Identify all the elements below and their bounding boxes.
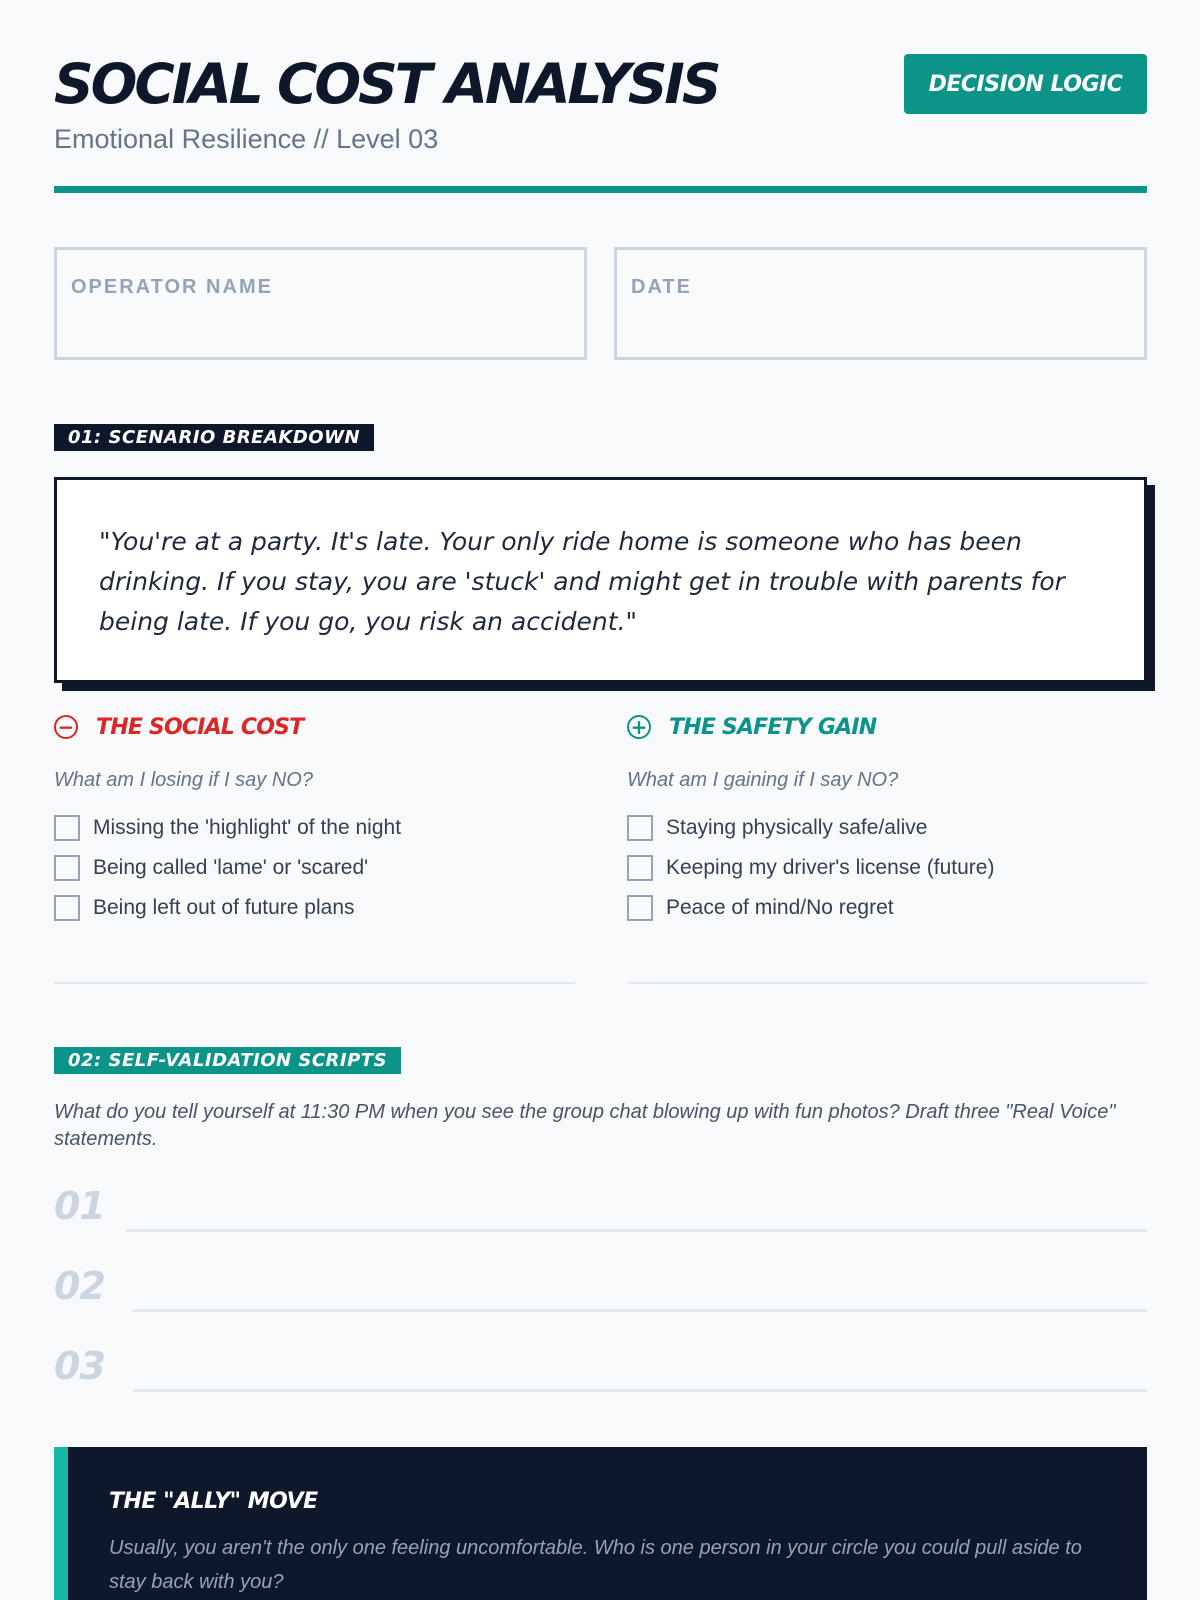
page-subtitle: Emotional Resilience // Level 03 [54, 124, 439, 154]
checkbox[interactable] [627, 855, 653, 881]
ally-move-text: Usually, you aren't the only one feeling uncomfortable. Who is one person in your circle you could pull aside to stay back with you? [109, 1537, 1082, 1593]
checkbox-label: Being left out of future plans [93, 896, 355, 919]
operator-name-label: OPERATOR NAME [71, 276, 273, 298]
safety-gain-item[interactable] [627, 848, 1147, 888]
checkbox-label: Peace of mind/No regret [666, 896, 894, 919]
social-cost-item[interactable] [54, 848, 575, 888]
script-row[interactable] [54, 1184, 1147, 1234]
safety-gain-item[interactable] [627, 888, 1147, 928]
script-number: 03 [54, 1344, 105, 1388]
checkbox[interactable] [54, 895, 80, 921]
operator-name-field[interactable] [54, 247, 587, 360]
script-row[interactable] [54, 1264, 1147, 1314]
ally-move-title: THE "ALLY" MOVE [109, 1489, 318, 1514]
checkbox[interactable] [627, 895, 653, 921]
script-write-line[interactable] [133, 1389, 1147, 1392]
section-tag-scenario: 01: SCENARIO BREAKDOWN [54, 424, 374, 451]
worksheet-page [54, 0, 1147, 1600]
safety-gain-column [627, 712, 1147, 928]
script-write-line[interactable] [132, 1309, 1147, 1312]
date-input[interactable] [631, 308, 1131, 348]
date-field[interactable] [614, 247, 1147, 360]
checkbox[interactable] [54, 815, 80, 841]
script-number: 02 [54, 1264, 105, 1308]
plus-circle-icon: + [627, 715, 651, 739]
social-cost-column [54, 712, 575, 928]
decision-logic-badge: DECISION LOGIC [904, 54, 1147, 114]
ally-move-panel [54, 1447, 1147, 1600]
minus-circle-icon: − [54, 715, 78, 739]
social-cost-item[interactable] [54, 808, 575, 848]
script-write-line[interactable] [126, 1229, 1147, 1232]
safety-gain-item[interactable] [627, 808, 1147, 848]
safety-gain-title: THE SAFETY GAIN [669, 714, 877, 740]
page-title: SOCIAL COST ANALYSIS [54, 52, 719, 116]
social-cost-item[interactable] [54, 888, 575, 928]
script-row[interactable] [54, 1344, 1147, 1394]
date-label: DATE [631, 276, 692, 298]
checkbox[interactable] [627, 815, 653, 841]
script-number: 01 [54, 1184, 105, 1228]
header-divider [54, 186, 1147, 193]
scripts-prompt: What do you tell yourself at 11:30 PM when you see the group chat blowing up with fun photos? Draft three "Real Voice" statements. [54, 1101, 1116, 1150]
operator-name-input[interactable] [71, 308, 571, 348]
section-tag-scripts: 02: SELF-VALIDATION SCRIPTS [54, 1047, 401, 1074]
scenario-quote: "You're at a party. It's late. Your only ride home is someone who has been drinking. If you stay, you are 'stuck' and might get in trouble with parents for being late. If you go, you risk an accident." [99, 527, 1065, 636]
checkbox-label: Being called 'lame' or 'scared' [93, 856, 369, 879]
checkbox[interactable] [54, 855, 80, 881]
checkbox-label: Staying physically safe/alive [666, 816, 928, 839]
safety-gain-prompt: What am I gaining if I say NO? [627, 769, 899, 791]
social-cost-title: THE SOCIAL COST [96, 714, 304, 740]
scenario-quote-box [54, 477, 1147, 683]
social-cost-prompt: What am I losing if I say NO? [54, 769, 313, 791]
column-divider [627, 982, 1147, 984]
checkbox-label: Keeping my driver's license (future) [666, 856, 995, 879]
checkbox-label: Missing the 'highlight' of the night [93, 816, 402, 839]
column-divider [54, 982, 575, 984]
